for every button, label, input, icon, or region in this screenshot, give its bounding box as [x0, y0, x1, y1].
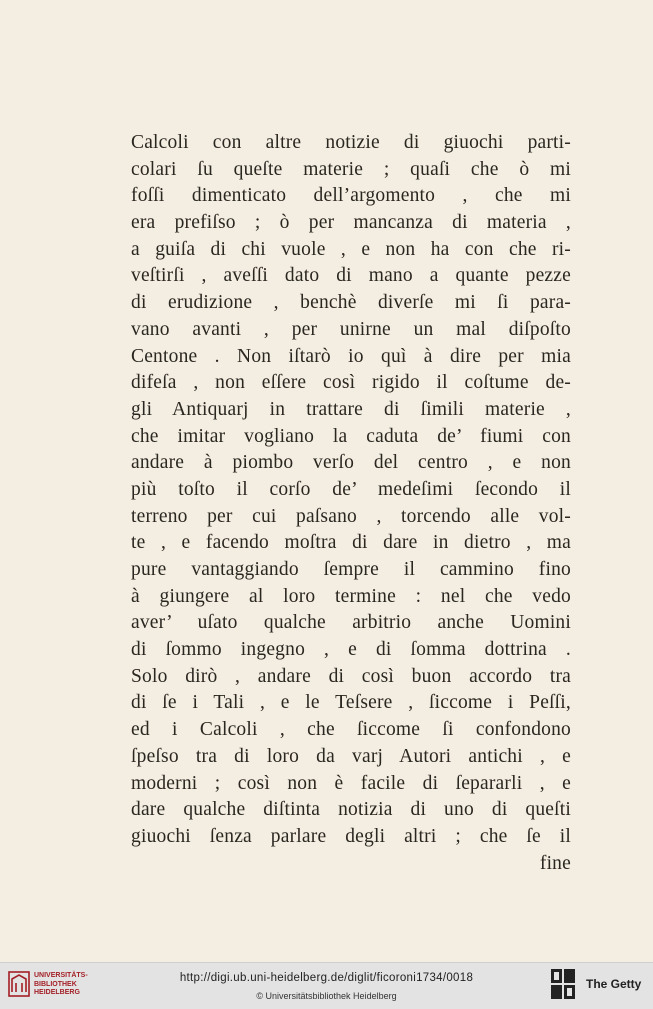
- catchword: fine: [539, 852, 571, 874]
- text-line: Solo dirò , andare di così buon accordo tra: [131, 665, 571, 687]
- text-line: andare à piombo verſo del centro , e non: [131, 452, 571, 474]
- text-line: dare qualche diſtinta notizia di uno di queſti: [131, 799, 571, 821]
- text-line: terreno per cui paſsano , torcendo alle vol-: [131, 505, 571, 527]
- text-line: gli Antiquarj in trattare di ſimili materie ,: [131, 398, 571, 420]
- text-line: te , e facendo moſtra di dare in dietro , ma: [131, 532, 571, 554]
- text-line: veſtirſi , aveſſi dato di mano a quante pezze: [131, 265, 571, 287]
- text-line: più toſto il corſo de’ medeſimi ſecondo il: [131, 478, 571, 500]
- text-line: difeſa , non eſſere così rigido il coſtume de-: [131, 372, 571, 394]
- footer-bar: [0, 962, 653, 1009]
- text-line: di erudizione , benchè diverſe mi ſi para-: [131, 292, 571, 314]
- library-name-line: HEIDELBERG: [34, 989, 80, 996]
- text-line: moderni ; così non è facile di ſepararli , e: [131, 772, 571, 794]
- text-line: ed i Calcoli , che ſiccome ſi confondono: [131, 719, 571, 741]
- text-line: di ſe i Tali , e le Teſsere , ſiccome i Peſſi,: [131, 692, 571, 714]
- text-line: pure vantaggiando ſempre il cammino fino: [131, 559, 571, 580]
- copyright-notice: © Universitätsbibliothek Heidelberg: [256, 991, 397, 1001]
- text-line: à giungere al loro termine : nel che vedo: [131, 585, 571, 607]
- text-line: giuochi ſenza parlare degli altri ; che ſe il: [131, 825, 571, 847]
- text-line: foſſi dimenticato dell’argomento , che mi: [131, 185, 571, 207]
- text-line: di ſommo ingegno , e di ſomma dottrina .: [131, 639, 571, 661]
- text-line: aver’ uſato qualche arbitrio anche Uomini: [131, 612, 571, 634]
- text-line: a guiſa di chi vuole , e non ha con che ri-: [131, 238, 571, 260]
- text-line: colari ſu queſte materie ; quaſi che ò mi: [131, 158, 571, 180]
- text-line: ſpeſso tra di loro da varj Autori antichi , e: [131, 745, 571, 767]
- text-line: Calcoli con altre notizie di giuochi parti-: [131, 132, 571, 153]
- text-line: vano avanti , per unirne un mal diſpoſto: [131, 318, 571, 340]
- getty-logo-icon: [551, 969, 575, 999]
- text-line: che imitar vogliano la caduta de’ fiumi con: [131, 425, 571, 447]
- body-text: [131, 130, 571, 877]
- library-name-line: BIBLIOTHEK: [34, 980, 77, 988]
- permalink-url[interactable]: http://digi.ub.uni-heidelberg.de/diglit/ficoroni1734/0018: [179, 972, 474, 984]
- text-line: Centone . Non iſtarò io quì à dire per mia: [131, 345, 571, 367]
- getty-label: The Getty: [586, 977, 642, 991]
- library-name-line: UNIVERSITÄTS-: [34, 972, 88, 979]
- text-line: era prefiſso ; ò per mancanza di materia ,: [131, 212, 571, 234]
